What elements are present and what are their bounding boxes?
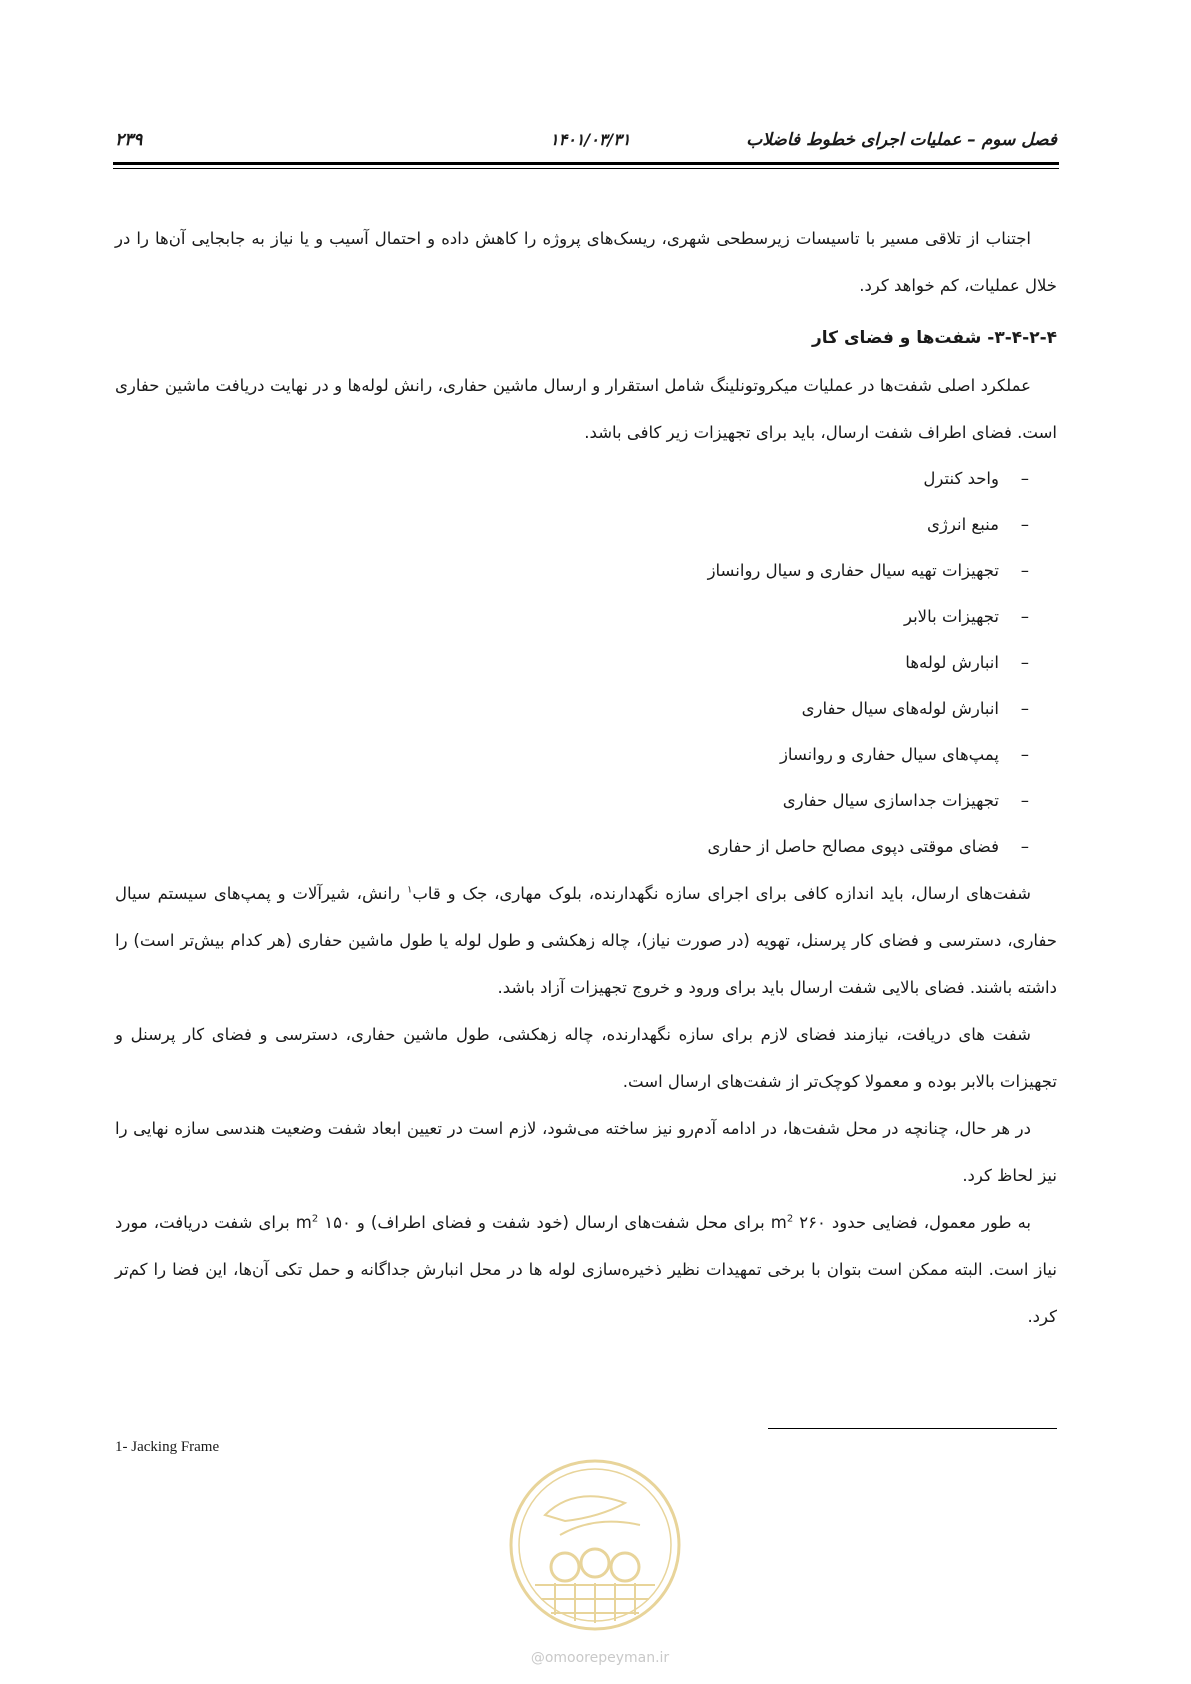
list-item-text: تجهیزات تهیه سیال حفاری و سیال روانساز — [707, 561, 999, 580]
list-dash: – — [1020, 607, 1029, 626]
chapter-title: فصل سوم – عملیات اجرای خطوط فاضلاب — [746, 130, 1057, 150]
paragraph-text: برای محل شفت‌های ارسال (خود شفت و فضای اطراف) و — [350, 1213, 771, 1232]
footnote: 1- Jacking Frame — [115, 1439, 220, 1455]
list-item-text: تجهیزات جداسازی سیال حفاری — [782, 791, 999, 810]
unit-base: m — [295, 1213, 312, 1232]
body-paragraph: در هر حال، چنانچه در محل شفت‌ها، در ادامه آدم‌رو نیز ساخته می‌شود، لازم است در تعیین ابعاد شفت وضعیت هندسی سازه نهایی را نیز لحاظ کرد. — [115, 1119, 1057, 1185]
watermark-url: @omoorepeyman.ir — [530, 1650, 670, 1666]
list-item — [115, 456, 1029, 502]
header-rule-thick — [113, 162, 1059, 165]
page-body — [115, 215, 1057, 1340]
list-item-text: فضای موقتی دپوی مصالح حاصل از حفاری — [707, 837, 999, 856]
list-item — [115, 686, 1029, 732]
list-item-text: انبارش لوله‌های سیال حفاری — [801, 699, 999, 718]
header-rule-thin — [113, 168, 1059, 169]
list-item-text: انبارش لوله‌ها — [905, 653, 999, 672]
area-value: ۲۶۰ — [799, 1213, 826, 1232]
body-paragraph: عملکرد اصلی شفت‌ها در عملیات میکروتونلینگ شامل استقرار و ارسال ماشین حفاری، رانش لوله‌ها و در نهایت دریافت ماشین حفاری است. فضای اطراف شفت ارسال، باید برای تجهیزات زیر کافی باشد. — [115, 376, 1057, 442]
unit-exponent: 2 — [311, 1213, 319, 1225]
list-item — [115, 824, 1029, 870]
paragraph-text: برای شفت دریافت، مورد نیاز است. البته ممکن است بتوان با برخی تمهیدات نظیر ذخیره‌سازی لوله ها در محل انبارش جداگانه و حمل تکی آن‌ها، این فضا را کم‌تر کرد. — [115, 1213, 1057, 1326]
list-item-text: واحد کنترل — [923, 469, 999, 488]
unit-exponent: 2 — [786, 1213, 794, 1225]
list-dash: – — [1020, 745, 1029, 764]
paragraph-text: رانش، شیرآلات و پمپ‌های سیستم سیال حفاری، دسترسی و فضای کار پرسنل، تهویه (در صورت نیاز)، چاله زهکشی و طول لوله یا طول ماشین حفاری (هر کدام بیش‌تر است) را داشته باشند. فضای بالایی شفت ارسال باید برای ورود و خروج تجهیزات آزاد باشد. — [115, 884, 1057, 997]
paragraph-text: به طور معمول، فضایی حدود — [825, 1213, 1032, 1232]
footnote-marker: ۱ — [406, 884, 413, 896]
list-item-text: تجهیزات بالابر — [903, 607, 999, 626]
list-dash: – — [1020, 561, 1029, 580]
equipment-list — [115, 456, 1057, 870]
list-dash: – — [1020, 469, 1029, 488]
footnote-rule — [768, 1428, 1057, 1429]
area-unit — [296, 1213, 318, 1232]
area-unit — [771, 1213, 793, 1232]
list-item-text: منبع انرژی — [927, 515, 999, 534]
list-dash: – — [1020, 515, 1029, 534]
page-number: ۲۳۹ — [115, 130, 143, 150]
page-header — [115, 130, 1057, 156]
intro-paragraph: اجتناب از تلاقی مسیر با تاسیسات زیرسطحی شهری، ریسک‌های پروژه را کاهش داده و احتمال آسیب و یا نیاز به جابجایی آن‌ها را در خلال عملیات، کم خواهد کرد. — [115, 229, 1057, 295]
paragraph-text: شفت‌های ارسال، باید اندازه کافی برای اجرای سازه نگهدارنده، بلوک مهاری، جک و قاب — [412, 884, 1031, 903]
list-dash: – — [1020, 837, 1029, 856]
list-item — [115, 594, 1029, 640]
section-heading: ۳-۴-۲-۴- شفت‌ها و فضای کار — [812, 328, 1057, 348]
list-item — [115, 640, 1029, 686]
header-date: ۱۴۰۱/۰۳/۳۱ — [550, 130, 631, 149]
list-item-text: پمپ‌های سیال حفاری و روانساز — [779, 745, 999, 764]
body-paragraph: شفت های دریافت، نیازمند فضای لازم برای سازه نگهدارنده، چاله زهکشی، طول ماشین حفاری، دسترسی و فضای کار پرسنل و تجهیزات بالابر بوده و معمولا کوچک‌تر از شفت‌های ارسال است. — [115, 1025, 1057, 1091]
area-value: ۱۵۰ — [324, 1213, 351, 1232]
list-item — [115, 548, 1029, 594]
list-dash: – — [1020, 653, 1029, 672]
list-item — [115, 732, 1029, 778]
watermark-seal-icon — [505, 1455, 685, 1635]
body-paragraph — [115, 870, 1057, 1011]
list-item — [115, 502, 1029, 548]
list-dash: – — [1020, 791, 1029, 810]
list-dash: – — [1020, 699, 1029, 718]
list-item — [115, 778, 1029, 824]
body-paragraph — [115, 1199, 1057, 1340]
unit-base: m — [770, 1213, 787, 1232]
